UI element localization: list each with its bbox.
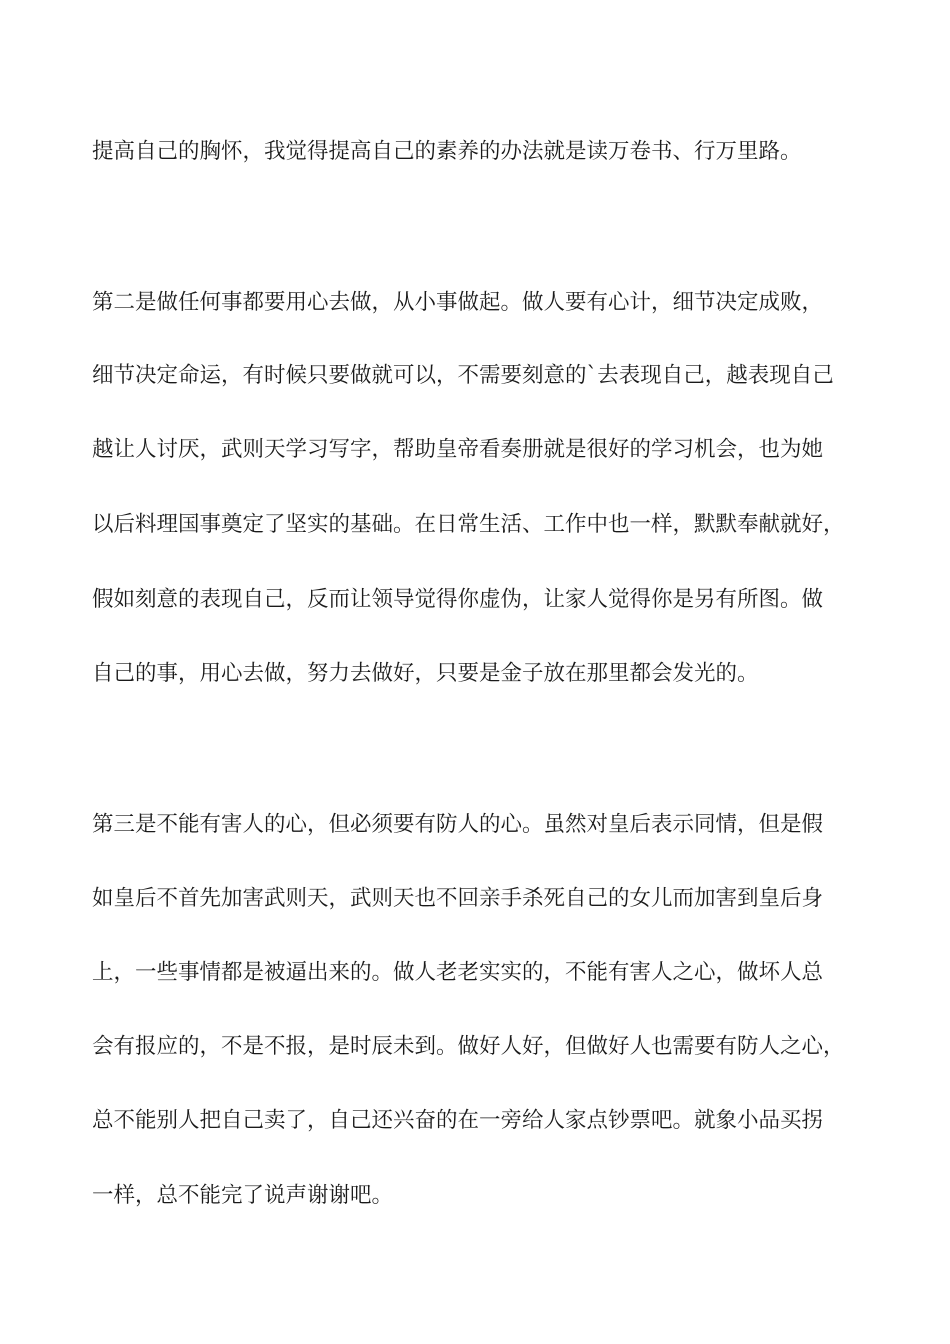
paragraph-3-line-2: 如皇后不首先加害武则天，武则天也不回亲手杀死自己的女儿而加害到皇后身 xyxy=(92,886,824,911)
paragraph-2-line-5: 假如刻意的表现自己，反而让领导觉得你虚伪，让家人觉得你是另有所图。做 xyxy=(92,587,824,612)
paragraph-2-line-3: 越让人讨厌，武则天学习写字，帮助皇帝看奏册就是很好的学习机会，也为她 xyxy=(92,437,824,462)
paragraph-3-line-5: 总不能别人把自己卖了，自己还兴奋的在一旁给人家点钞票吧。就象小品买拐 xyxy=(92,1108,824,1133)
paragraph-3-line-3: 上，一些事情都是被逼出来的。做人老老实实的，不能有害人之心，做坏人总 xyxy=(92,960,824,985)
paragraph-3-line-6: 一样，总不能完了说声谢谢吧。 xyxy=(92,1183,394,1208)
paragraph-3-line-4: 会有报应的，不是不报，是时辰未到。做好人好，但做好人也需要有防人之心， xyxy=(92,1034,845,1059)
paragraph-1-line-1: 提高自己的胸怀，我觉得提高自己的素养的办法就是读万卷书、行万里路。 xyxy=(92,139,802,164)
paragraph-2-line-1: 第二是做任何事都要用心去做，从小事做起。做人要有心计，细节决定成败， xyxy=(92,290,824,315)
paragraph-2-line-4: 以后料理国事奠定了坚实的基础。在日常生活、工作中也一样，默默奉献就好， xyxy=(92,512,845,537)
paragraph-2-line-2: 细节决定命运，有时候只要做就可以，不需要刻意的`去表现自己，越表现自己 xyxy=(92,363,834,388)
paragraph-2-line-6: 自己的事，用心去做，努力去做好，只要是金子放在那里都会发光的。 xyxy=(92,661,759,686)
paragraph-3-line-1: 第三是不能有害人的心，但必须要有防人的心。虽然对皇后表示同情，但是假 xyxy=(92,812,824,837)
